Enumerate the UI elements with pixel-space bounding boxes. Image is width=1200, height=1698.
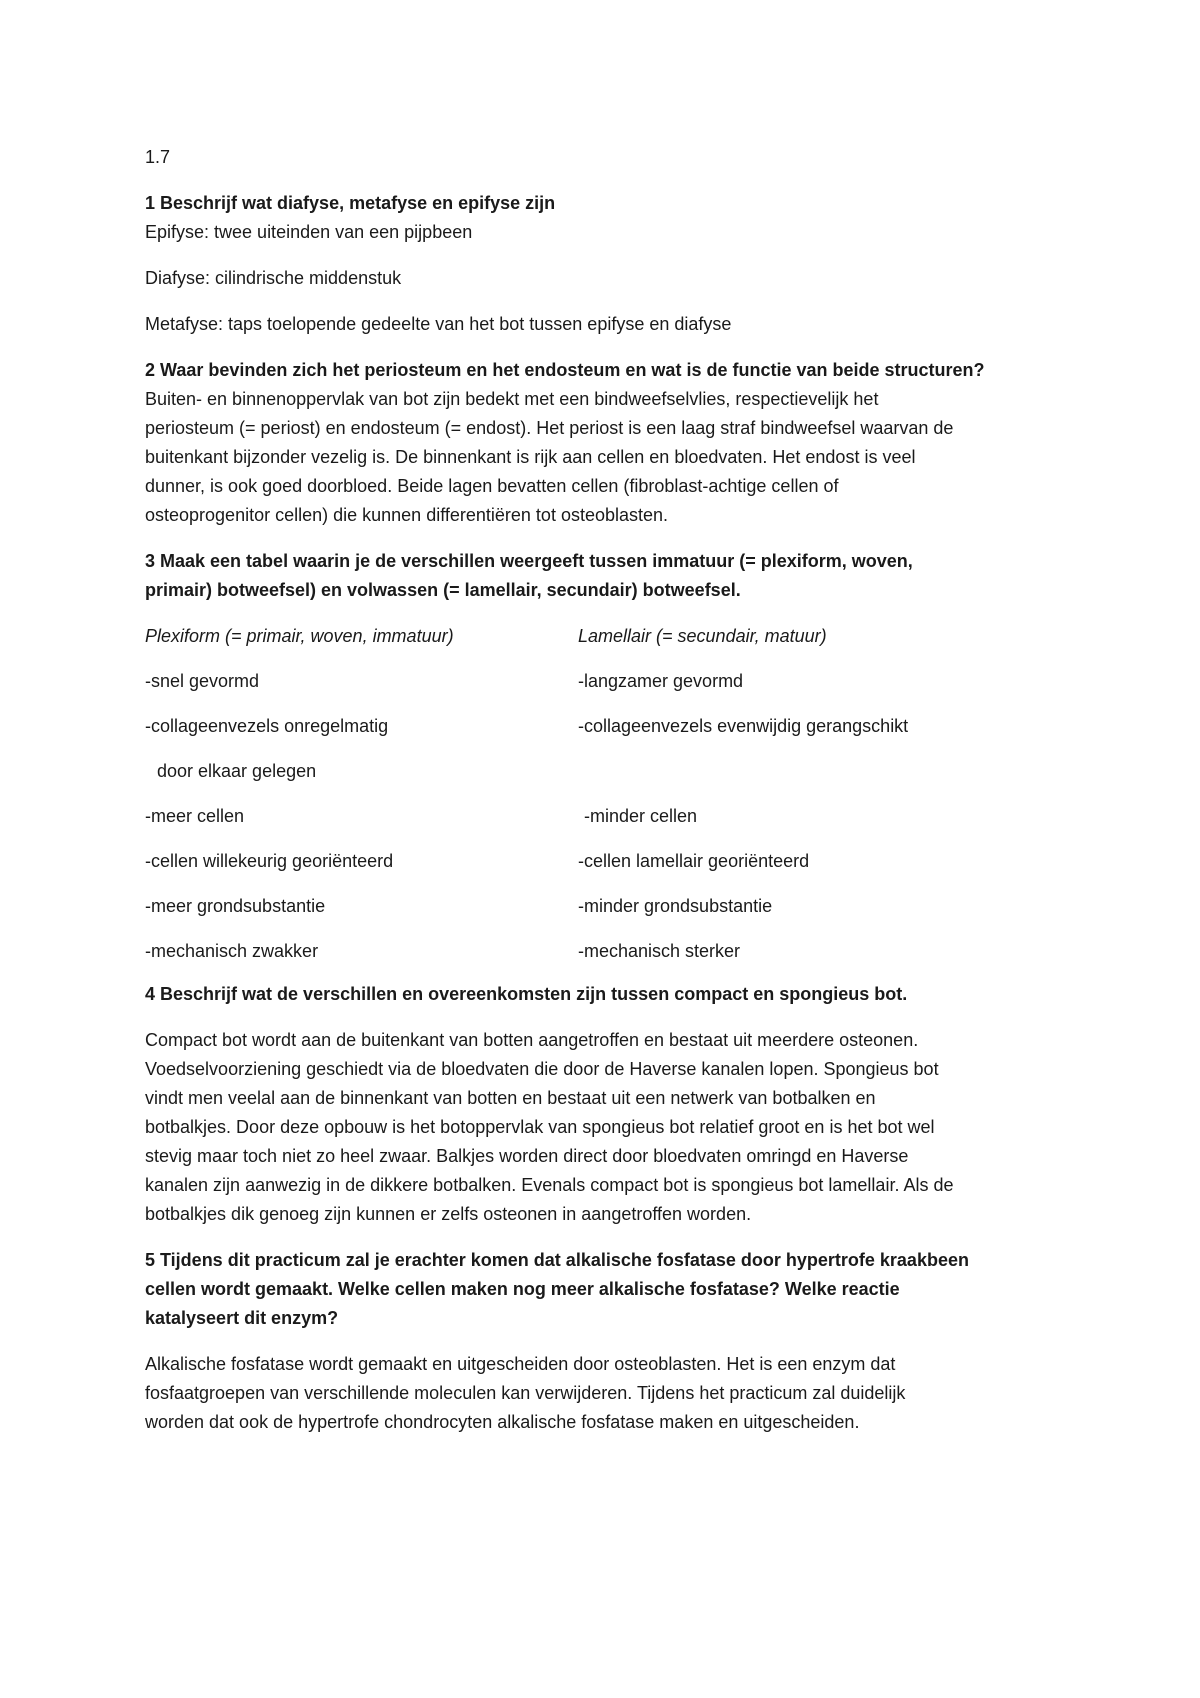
answer-2-paragraph — [145, 385, 1080, 530]
table-cell-left: -collageenvezels onregelmatig — [145, 716, 389, 736]
table-cell-right: -langzamer gevormd — [578, 671, 744, 691]
table-cell-left: door elkaar gelegen — [157, 761, 317, 781]
answer-5-line: fosfaatgroepen van verschillende moleculen kan verwijderen. Tijdens het practicum zal duidelijk — [145, 1383, 906, 1403]
question-5-line: 5 Tijdens dit practicum zal je erachter komen dat alkalische fosfatase door hypertrofe kraakbeen — [145, 1250, 969, 1270]
table-cell-right: -collageenvezels evenwijdig gerangschikt — [578, 716, 909, 736]
table-cell-left: -snel gevormd — [145, 671, 260, 691]
answer-5-line: Alkalische fosfatase wordt gemaakt en uitgescheiden door osteoblasten. Het is een enzym dat — [145, 1354, 896, 1374]
answer-2-line: buitenkant bijzonder vezelig is. De binnenkant is rijk aan cellen en bloedvaten. Het endost is veel — [145, 447, 916, 467]
table-row — [145, 937, 1080, 966]
question-5 — [145, 1246, 1080, 1333]
answer-4-line: botbalkjes. Door deze opbouw is het botoppervlak van spongieus bot relatief groot en is het bot wel — [145, 1117, 935, 1137]
answer-2-line: dunner, is ook goed doorbloed. Beide lagen bevatten cellen (fibroblast-achtige cellen of — [145, 476, 839, 496]
table-cell-right: -minder grondsubstantie — [578, 896, 773, 916]
table-header-row — [145, 622, 1080, 651]
answer-4-line: stevig maar toch niet zo heel zwaar. Balkjes worden direct door bloedvaten omringd en Haverse — [145, 1146, 909, 1166]
table-cell-right: -minder cellen — [584, 806, 698, 826]
answer-4-line: vindt men veelal aan de binnenkant van botten en bestaat uit een netwerk van botbalken en — [145, 1088, 876, 1108]
question-3-line: 3 Maak een tabel waarin je de verschillen weergeeft tussen immatuur (= plexiform, woven, — [145, 551, 913, 571]
table-row — [145, 757, 1080, 786]
answer-2-line: osteoprogenitor cellen) die kunnen differentiëren tot osteoblasten. — [145, 505, 669, 525]
header-plexiform: Plexiform (= primair, woven, immatuur) — [145, 626, 454, 646]
table-cell-left: -meer grondsubstantie — [145, 896, 326, 916]
answer-4-line: kanalen zijn aanwezig in de dikkere botbalken. Evenals compact bot is spongieus bot lamellair. Als de — [145, 1175, 954, 1195]
answer-4-paragraph — [145, 1026, 1080, 1229]
answer-4-line: Voedselvoorziening geschiedt via de bloedvaten die door de Haverse kanalen lopen. Spongieus bot — [145, 1059, 939, 1079]
section-number: 1.7 — [145, 147, 171, 167]
table-cell-right: -cellen lamellair georiënteerd — [578, 851, 810, 871]
answer-4-line: Compact bot wordt aan de buitenkant van botten aangetroffen en bestaat uit meerdere osteonen. — [145, 1030, 919, 1050]
question-1: 1 Beschrijf wat diafyse, metafyse en epifyse zijn — [145, 193, 556, 213]
table-row — [145, 712, 1080, 741]
table-cell-left: -meer cellen — [145, 806, 245, 826]
table-cell-left: -cellen willekeurig georiënteerd — [145, 851, 394, 871]
question-5-line: katalyseert dit enzym? — [145, 1308, 339, 1328]
table-row — [145, 847, 1080, 876]
question-4: 4 Beschrijf wat de verschillen en overeenkomsten zijn tussen compact en spongieus bot. — [145, 984, 908, 1004]
header-lamellair: Lamellair (= secundair, matuur) — [578, 626, 827, 646]
answer-4-line: botbalkjes dik genoeg zijn kunnen er zelfs osteonen in aangetroffen worden. — [145, 1204, 752, 1224]
answer-5-paragraph — [145, 1350, 1080, 1437]
answer-5-line: worden dat ook de hypertrofe chondrocyten alkalische fosfatase maken en uitgescheiden. — [145, 1412, 860, 1432]
answer-diafyse: Diafyse: cilindrische middenstuk — [145, 268, 402, 288]
answer-2-line: periosteum (= periost) en endosteum (= endost). Het periost is een laag straf bindweefsel waarvan de — [145, 418, 954, 438]
question-3-line: primair) botweefsel) en volwassen (= lamellair, secundair) botweefsel. — [145, 580, 741, 600]
question-5-line: cellen wordt gemaakt. Welke cellen maken nog meer alkalische fosfatase? Welke reactie — [145, 1279, 900, 1299]
answer-metafyse: Metafyse: taps toelopende gedeelte van het bot tussen epifyse en diafyse — [145, 314, 732, 334]
table-row — [145, 892, 1080, 921]
question-2: 2 Waar bevinden zich het periosteum en het endosteum en wat is de functie van beide structuren? — [145, 360, 985, 380]
question-3 — [145, 547, 1080, 605]
table-cell-left: -mechanisch zwakker — [145, 941, 319, 961]
comparison-table — [145, 622, 1080, 966]
table-cell-right: -mechanisch sterker — [578, 941, 741, 961]
table-row — [145, 802, 1080, 831]
answer-2-line: Buiten- en binnenoppervlak van bot zijn bedekt met een bindweefselvlies, respectievelijk het — [145, 389, 879, 409]
document-content — [145, 143, 1080, 1437]
answer-epifyse: Epifyse: twee uiteinden van een pijpbeen — [145, 222, 473, 242]
table-row — [145, 667, 1080, 696]
